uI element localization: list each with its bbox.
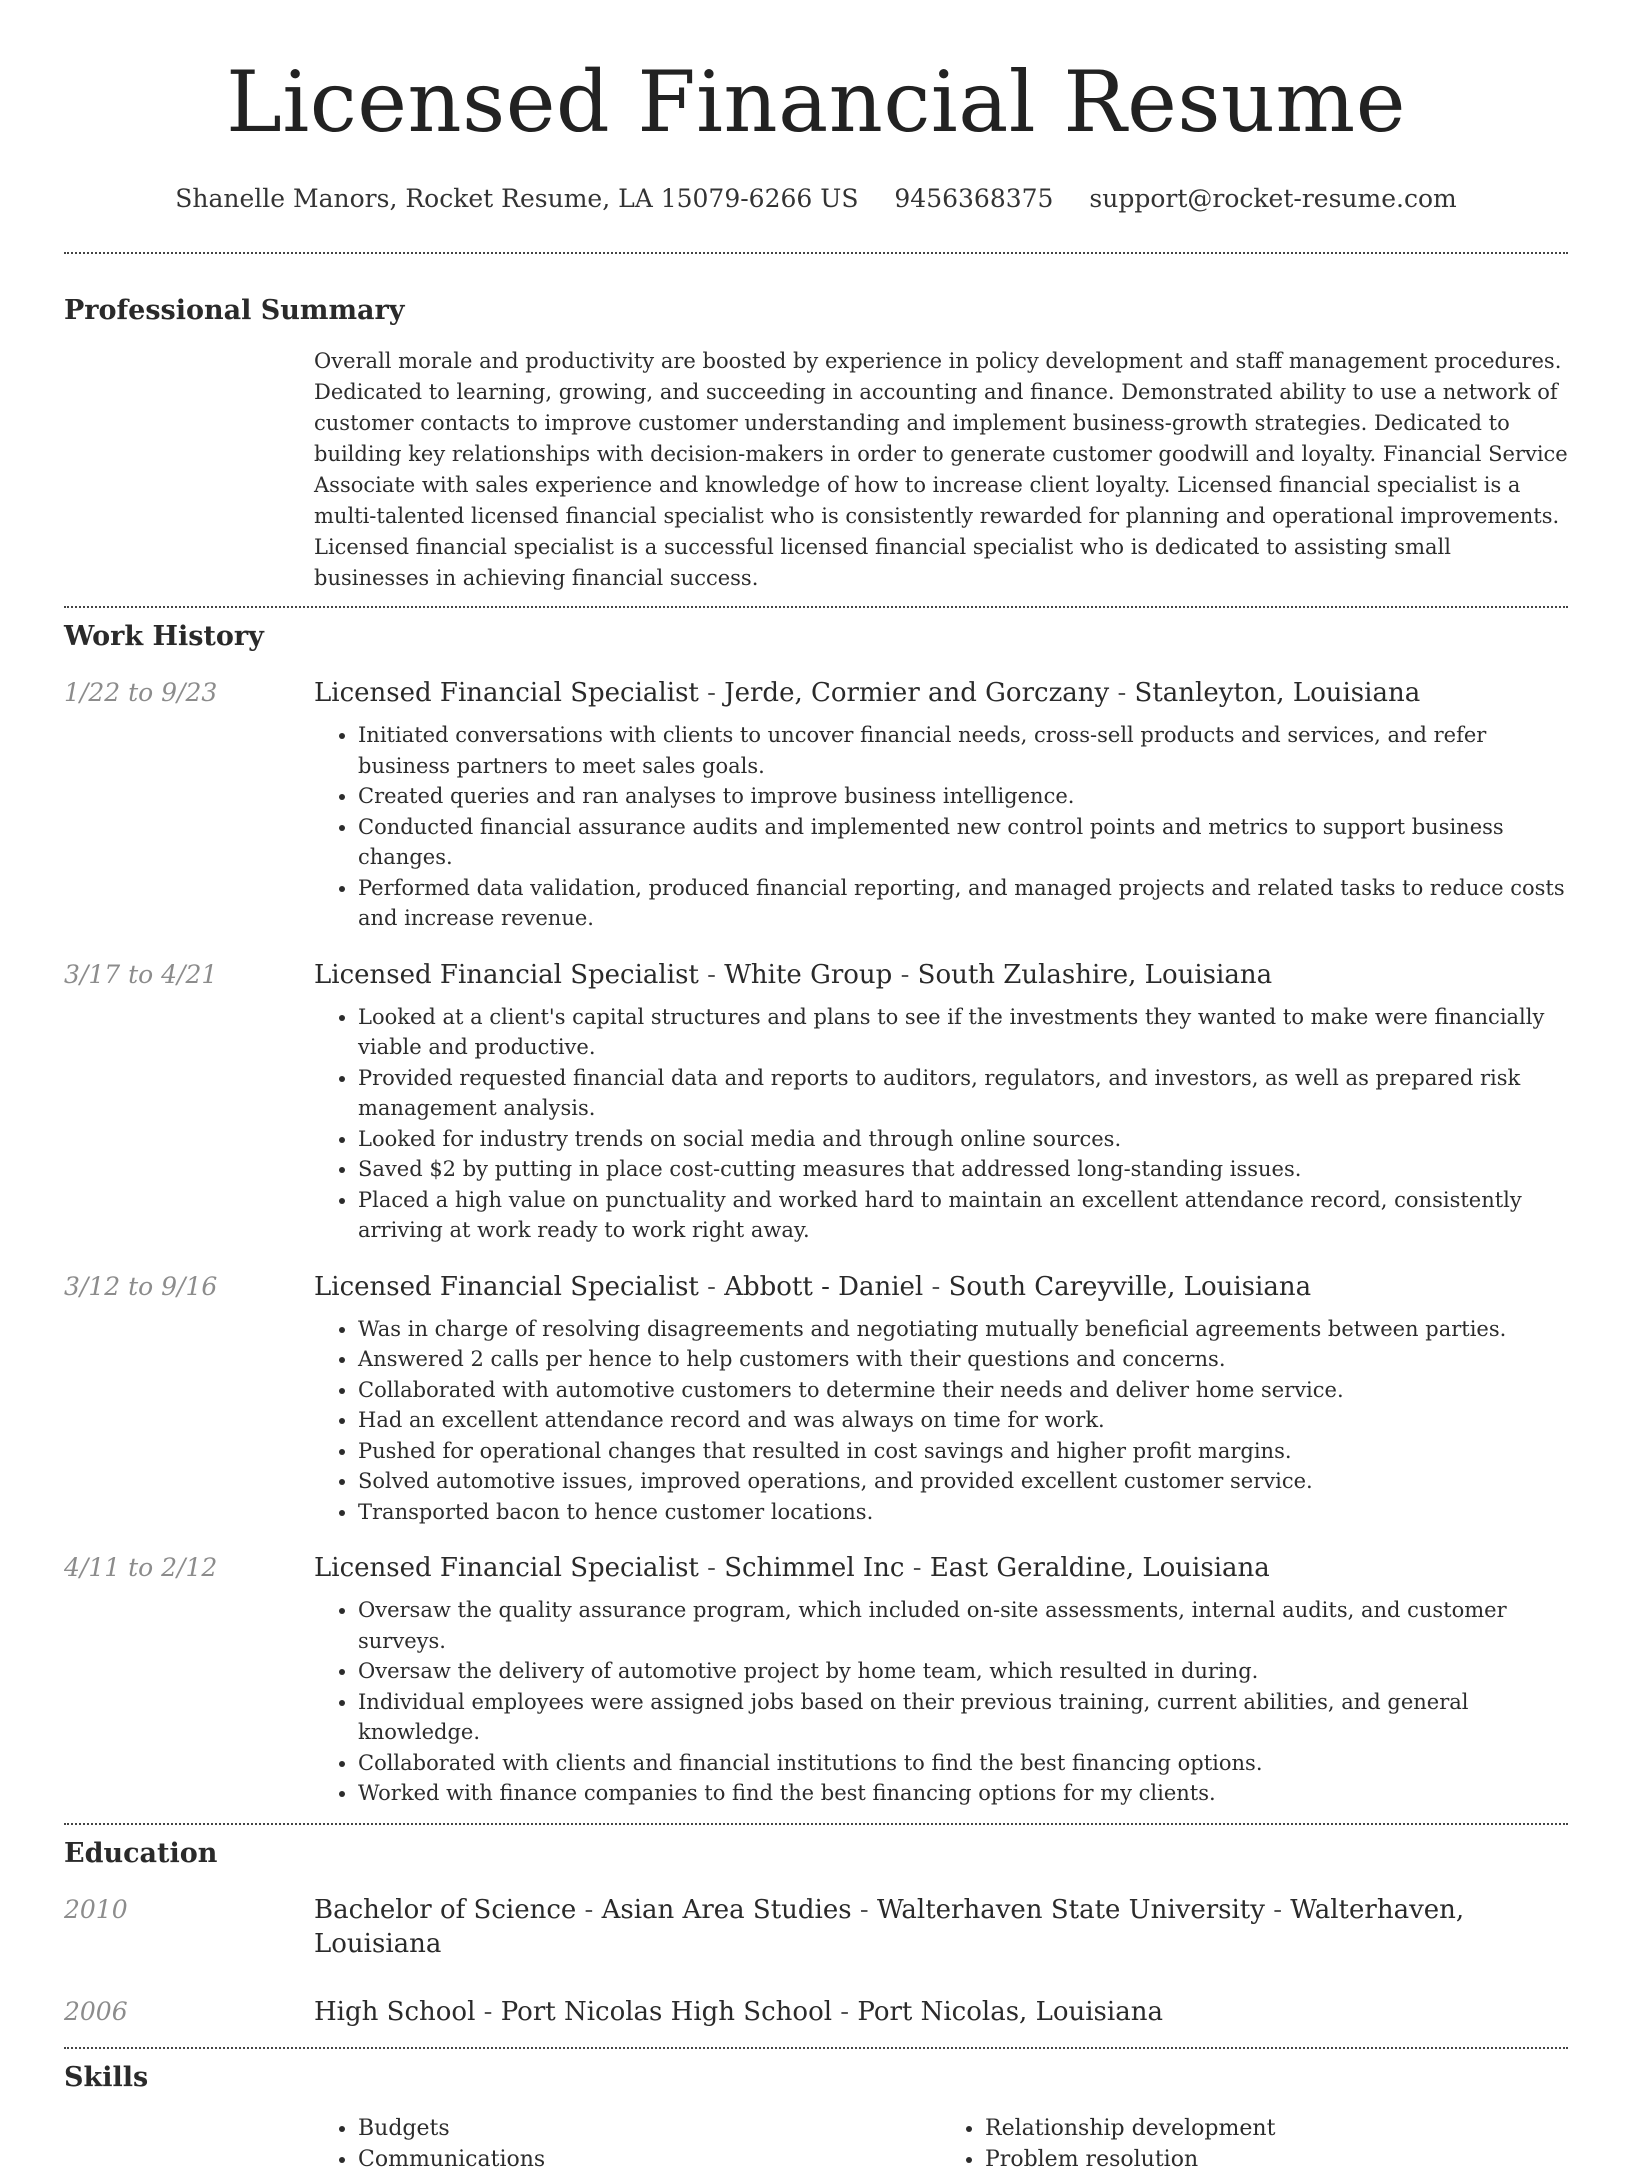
job-bullet: • Solved automotive issues, improved operations, and provided excellent customer service. <box>358 1466 1568 1497</box>
job-location: Stanleyton, Louisiana <box>1134 678 1421 708</box>
education-entry <box>64 1893 1568 1961</box>
job-company: White Group <box>724 959 893 990</box>
skill-item: • Budgets <box>358 2113 941 2144</box>
job-location: South Zulashire, Louisiana <box>917 959 1273 990</box>
education-heading-line <box>314 1893 1568 1961</box>
education-entry <box>64 1995 1568 2029</box>
job-bullet: • Transported bacon to hence customer locations. <box>358 1497 1568 1528</box>
job-company: Jerde, Cormier and Gorczany <box>724 678 1110 708</box>
job-heading <box>314 958 1568 992</box>
education-year: 2006 <box>64 1996 128 2026</box>
job-bullets <box>314 1595 1568 1809</box>
education-school: Walterhaven State University <box>876 1894 1265 1925</box>
job-heading <box>314 676 1568 710</box>
job-bullet: • Collaborated with clients and financial institutions to find the best financing options. <box>358 1748 1568 1779</box>
job-bullet: • Initiated conversations with clients to uncover financial needs, cross-sell products and services, and refer business partners to meet sales goals. <box>358 720 1568 781</box>
contact-phone: 9456368375 <box>894 184 1054 213</box>
section-divider <box>64 1823 1568 1825</box>
contact-address: Shanelle Manors, Rocket Resume, LA 15079-6266 US <box>175 184 859 213</box>
education-field: Asian Area Studies <box>601 1894 852 1925</box>
job-entry <box>64 1270 1568 1528</box>
job-bullets <box>314 1314 1568 1528</box>
work-history-heading: Work History <box>64 621 264 652</box>
job-bullet: • Looked at a client's capital structures and plans to see if the investments they wanted to make were financially viable and productive. <box>358 1002 1568 1063</box>
education-separator: - <box>475 1996 501 2027</box>
section-divider <box>64 606 1568 608</box>
job-title: Licensed Financial Specialist <box>314 678 699 708</box>
job-bullet: • Had an excellent attendance record and was always on time for work. <box>358 1405 1568 1436</box>
education-heading-line <box>314 1995 1568 2029</box>
job-bullet: • Answered 2 calls per hence to help customers with their questions and concerns. <box>358 1344 1568 1375</box>
summary-text: Overall morale and productivity are boosted by experience in policy development and staff management procedures. Dedicated to learning, growing, and succeeding in accounting and finance. Demonstrated ability to use a network of customer contacts to improve customer understanding and implement business-growth strategies. Dedicated to building key relationships with decision-makers in order to generate customer goodwill and loyalty. Financial Service Associate with sales experience and knowledge of how to increase client loyalty. Licensed financial specialist is a multi-talented licensed financial specialist who is consistently rewarded for planning and operational improvements. Licensed financial specialist is a successful licensed financial specialist who is dedicated to assisting small businesses in achieving financial success. <box>314 349 1568 590</box>
education-heading: Education <box>64 1837 218 1869</box>
job-separator: - <box>923 1271 949 1302</box>
contact-info <box>64 182 1568 216</box>
job-separator: - <box>1109 678 1135 708</box>
job-location: East Geraldine, Louisiana <box>929 1553 1270 1583</box>
job-bullet: • Performed data validation, produced financial reporting, and managed projects and related tasks to reduce costs and increase revenue. <box>358 873 1568 934</box>
job-dates: 4/11 to 2/12 <box>64 1553 218 1582</box>
job-bullet: • Collaborated with automotive customers to determine their needs and deliver home service. <box>358 1375 1568 1406</box>
job-separator: - <box>698 959 725 990</box>
job-separator: - <box>698 1271 725 1302</box>
job-title: Licensed Financial Specialist <box>314 1553 699 1583</box>
job-entry <box>64 1551 1568 1809</box>
skills-column-right <box>941 2113 1568 2175</box>
job-location: South Careyville, Louisiana <box>948 1271 1312 1302</box>
skill-item: • Communications <box>358 2144 941 2175</box>
job-dates: 1/22 to 9/23 <box>64 678 218 707</box>
education-degree: High School <box>314 1996 476 2027</box>
job-bullet: • Provided requested financial data and reports to auditors, regulators, and investors, as well as prepared risk management analysis. <box>358 1063 1568 1124</box>
job-title: Licensed Financial Specialist <box>314 1271 699 1302</box>
skill-item: • Problem resolution <box>985 2144 1568 2175</box>
education-separator: - <box>832 1996 858 2027</box>
job-bullet: • Placed a high value on punctuality and worked hard to maintain an excellent attendance record, consistently arriving at work ready to work right away. <box>358 1185 1568 1246</box>
education-school: Port Nicolas High School <box>500 1996 833 2027</box>
job-bullet: • Was in charge of resolving disagreements and negotiating mutually beneficial agreements between parties. <box>358 1314 1568 1345</box>
job-bullet: • Oversaw the delivery of automotive project by home team, which resulted in during. <box>358 1656 1568 1687</box>
job-separator: - <box>698 1553 725 1583</box>
job-company: Schimmel Inc <box>724 1553 905 1583</box>
education-location: Port Nicolas, Louisiana <box>857 1996 1163 2027</box>
job-separator: - <box>892 959 918 990</box>
job-heading <box>314 1270 1568 1304</box>
job-heading <box>314 1551 1568 1585</box>
section-divider <box>64 2047 1568 2049</box>
job-separator: - <box>698 678 725 708</box>
education-degree: Bachelor of Science <box>314 1894 577 1925</box>
skills-list <box>314 2113 1568 2175</box>
job-title: Licensed Financial Specialist <box>314 959 699 990</box>
education-separator: - <box>851 1894 877 1925</box>
job-bullet: • Conducted financial assurance audits and implemented new control points and metrics to support business changes. <box>358 812 1568 873</box>
resume-title: Licensed Financial Resume <box>226 53 1406 151</box>
job-dates: 3/12 to 9/16 <box>64 1271 218 1301</box>
job-bullet: • Oversaw the quality assurance program, which included on-site assessments, internal audits, and customer surveys. <box>358 1595 1568 1656</box>
job-bullet: • Looked for industry trends on social media and through online sources. <box>358 1124 1568 1155</box>
education-separator: - <box>576 1894 602 1925</box>
job-bullets <box>314 720 1568 934</box>
job-entry <box>64 676 1568 934</box>
job-bullet: • Worked with finance companies to find the best financing options for my clients. <box>358 1778 1568 1809</box>
job-bullets <box>314 1002 1568 1246</box>
skills-column-left <box>314 2113 941 2175</box>
job-bullet: • Created queries and ran analyses to improve business intelligence. <box>358 781 1568 812</box>
job-company: Abbott - Daniel <box>724 1271 924 1302</box>
skill-item: • Relationship development <box>985 2113 1568 2144</box>
contact-email: support@rocket-resume.com <box>1089 184 1457 213</box>
education-year: 2010 <box>64 1894 128 1924</box>
job-bullet: • Individual employees were assigned jobs based on their previous training, current abilities, and general knowledge. <box>358 1687 1568 1748</box>
education-location: Walterhaven, Louisiana <box>314 1894 1465 1959</box>
summary-heading: Professional Summary <box>64 295 405 326</box>
job-entry <box>64 958 1568 1246</box>
job-bullet: • Saved $2 by putting in place cost-cutting measures that addressed long-standing issues. <box>358 1154 1568 1185</box>
job-separator: - <box>904 1553 930 1583</box>
skills-heading: Skills <box>64 2061 149 2093</box>
education-separator: - <box>1264 1894 1291 1925</box>
section-divider <box>64 252 1568 254</box>
job-dates: 3/17 to 4/21 <box>64 959 218 989</box>
job-bullet: • Pushed for operational changes that resulted in cost savings and higher profit margins. <box>358 1436 1568 1467</box>
